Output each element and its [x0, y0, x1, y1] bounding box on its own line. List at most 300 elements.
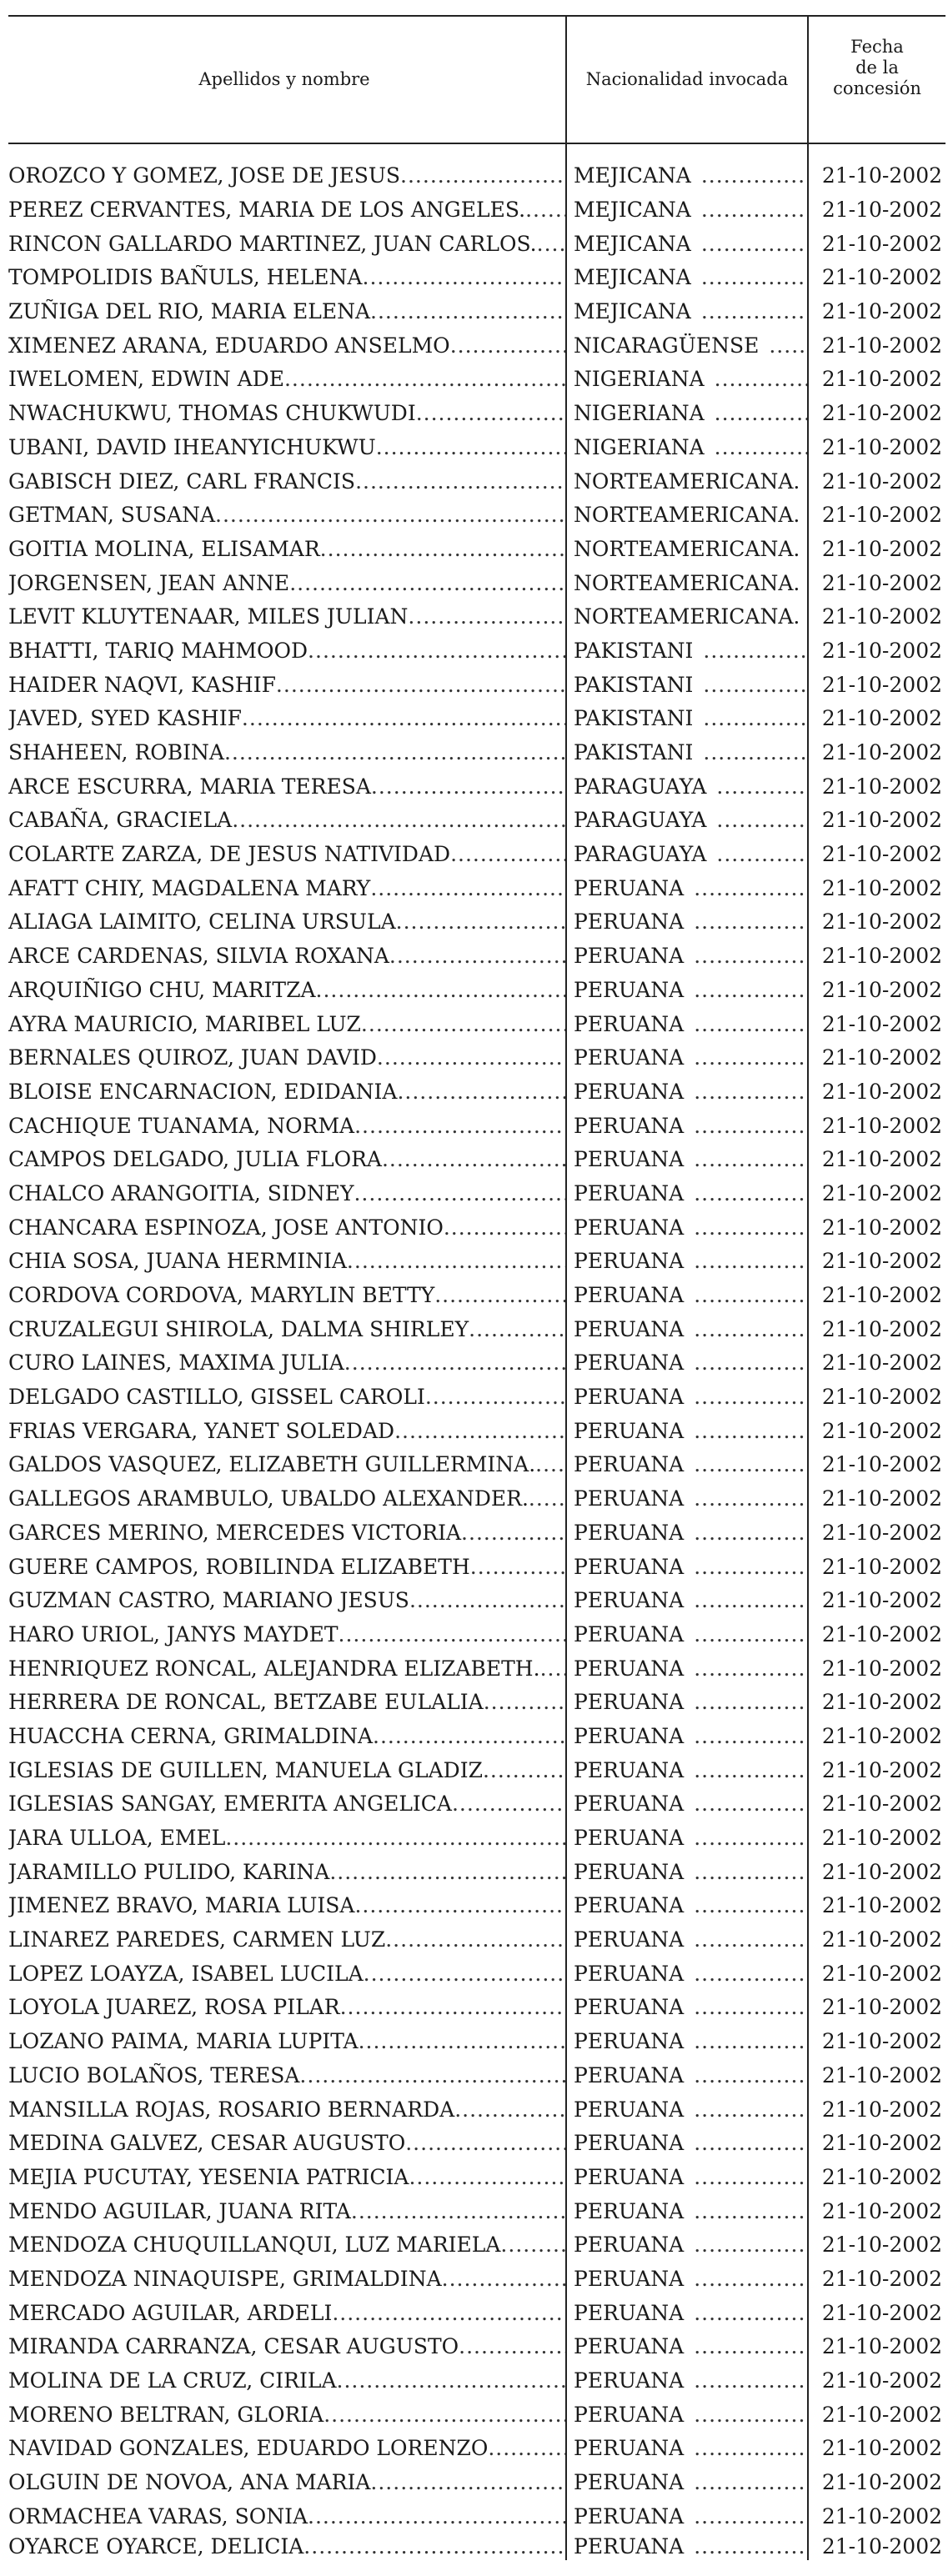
name-cell [8, 2466, 566, 2500]
dot-leader [408, 604, 565, 629]
person-name: JAVED, SYED KASHIF [8, 706, 242, 731]
nationality: PERUANA [574, 1893, 685, 1918]
table-row [8, 634, 945, 669]
table-row [8, 397, 945, 431]
nationality-cell [566, 1448, 808, 1482]
person-name: PEREZ CERVANTES, MARIA DE LOS ANGELES. [8, 198, 526, 223]
date-cell: 21-10-2002 [808, 1686, 945, 1720]
nationality-cell [566, 668, 808, 702]
dot-leader [500, 2233, 565, 2258]
nationality: PERUANA [574, 2503, 685, 2528]
table-row [8, 1889, 945, 1923]
dot-leader [684, 1249, 807, 1274]
date-cell: 21-10-2002 [808, 1143, 945, 1177]
table-row [8, 702, 945, 736]
table-row [8, 431, 945, 465]
date-cell: 21-10-2002 [808, 940, 945, 974]
table-row [8, 2432, 945, 2466]
dot-leader [691, 265, 807, 290]
table-row [8, 1516, 945, 1551]
date-cell: 21-10-2002 [808, 1923, 945, 1957]
person-name: ARCE CARDENAS, SILVIA ROXANA [8, 944, 389, 969]
dot-leader [376, 435, 565, 460]
name-cell [8, 1516, 566, 1551]
table-row [8, 838, 945, 872]
person-name: MOLINA DE LA CRUZ, CIRILA [8, 2368, 337, 2393]
dot-leader [684, 1792, 807, 1817]
nationality: PERUANA [574, 1588, 685, 1613]
person-name: LOYOLA JUAREZ, ROSA PILAR [8, 1995, 340, 2020]
dot-leader [684, 1351, 807, 1376]
nationality-cell [566, 1822, 808, 1856]
dot-leader [691, 198, 807, 223]
dot-leader [400, 163, 565, 188]
table-row [8, 295, 945, 329]
person-name: NAVIDAD GONZALES, EDUARDO LORENZO [8, 2436, 489, 2461]
table-row [8, 2025, 945, 2059]
date-cell: 21-10-2002 [808, 227, 945, 261]
nationality-cell [566, 2533, 808, 2560]
nationality: PERUANA [574, 1961, 685, 1986]
nationality-cell [566, 2330, 808, 2364]
person-name: GARCES MERINO, MERCEDES VICTORIA [8, 1520, 462, 1545]
dot-leader [225, 1826, 565, 1851]
person-name: RINCON GALLARDO MARTINEZ, JUAN CARLOS. [8, 231, 537, 256]
dot-leader [370, 876, 565, 901]
nationality: PERUANA [574, 2300, 685, 2325]
dot-leader [483, 1758, 565, 1783]
dot-leader [340, 1995, 565, 2020]
table-row [8, 600, 945, 634]
name-cell [8, 1007, 566, 1041]
date-cell: 21-10-2002 [808, 159, 945, 193]
person-name: JORGENSEN, JEAN ANNE [8, 570, 290, 595]
nationality: PERUANA [574, 2436, 685, 2461]
dot-leader [535, 1452, 565, 1477]
dot-leader [224, 740, 565, 765]
name-cell [8, 397, 566, 431]
dot-leader [684, 1995, 807, 2020]
table-row [8, 2263, 945, 2297]
person-name: LOZANO PAIMA, MARIA LUPITA [8, 2029, 359, 2054]
nationality-cell [566, 2263, 808, 2297]
dot-leader [684, 1622, 807, 1647]
dot-leader [470, 1555, 565, 1580]
dot-leader [684, 1521, 807, 1546]
date-cell: 21-10-2002 [808, 668, 945, 702]
dot-leader [684, 2403, 807, 2428]
date-cell: 21-10-2002 [808, 2059, 945, 2093]
header-date-line2: de la [855, 58, 899, 78]
nationality: PERUANA [574, 1859, 685, 1884]
dot-leader [355, 469, 565, 494]
nationality: PERUANA [574, 1554, 685, 1579]
table-row [8, 1143, 945, 1177]
date-cell: 21-10-2002 [808, 1346, 945, 1381]
nationality-cell [566, 328, 808, 363]
table-row [8, 2161, 945, 2195]
nationality-cell [566, 2025, 808, 2059]
nationality-cell [566, 1584, 808, 1618]
table-row [8, 2499, 945, 2533]
dot-leader [450, 333, 565, 358]
name-cell [8, 974, 566, 1008]
name-cell [8, 2398, 566, 2432]
person-name: MENDOZA CHUQUILLANQUI, LUZ MARIELA [8, 2233, 501, 2258]
nationality: NIGERIANA [574, 367, 705, 392]
date-cell: 21-10-2002 [808, 2025, 945, 2059]
table-row [8, 261, 945, 295]
dot-leader [684, 1486, 807, 1511]
dot-leader [684, 1588, 807, 1613]
person-name: CURO LAINES, MAXIMA JULIA [8, 1351, 344, 1376]
dot-leader [389, 944, 565, 969]
nationality-cell [566, 702, 808, 736]
nationality-cell [566, 1720, 808, 1754]
dot-leader [684, 2097, 807, 2122]
nationality-cell [566, 2194, 808, 2228]
date-cell: 21-10-2002 [808, 2499, 945, 2533]
table-row [8, 804, 945, 838]
date-cell: 21-10-2002 [808, 1482, 945, 1516]
person-name: MERCADO AGUILAR, ARDELI [8, 2300, 333, 2325]
name-cell [8, 1279, 566, 1313]
dot-leader [361, 1012, 565, 1037]
nationality-cell [566, 1143, 808, 1177]
dot-leader [684, 978, 807, 1003]
dot-leader [693, 740, 807, 765]
dot-leader [488, 2436, 565, 2461]
name-cell [8, 261, 566, 295]
name-cell [8, 193, 566, 228]
person-name: LOPEZ LOAYZA, ISABEL LUCILA [8, 1961, 364, 1986]
date-cell: 21-10-2002 [808, 499, 945, 533]
date-cell: 21-10-2002 [808, 804, 945, 838]
dot-leader [316, 978, 565, 1003]
dot-leader [373, 1724, 565, 1749]
date-cell: 21-10-2002 [808, 838, 945, 872]
person-name: BHATTI, TARIQ MAHMOOD [8, 638, 308, 663]
person-name: XIMENEZ ARANA, EDUARDO ANSELMO [8, 333, 450, 358]
table-row [8, 905, 945, 940]
dot-leader [332, 2301, 565, 2326]
table-row [8, 1686, 945, 1720]
dot-leader [684, 1419, 807, 1444]
name-cell [8, 1346, 566, 1381]
dot-leader [444, 1215, 565, 1240]
dot-leader [684, 944, 807, 969]
nationality: PERUANA [574, 1113, 685, 1138]
nationality: NORTEAMERICANA. [574, 469, 800, 494]
name-cell [8, 940, 566, 974]
nationality-cell [566, 159, 808, 193]
dot-leader [329, 1860, 565, 1885]
document-page [8, 15, 945, 2571]
person-name: MENDOZA NINAQUISPE, GRIMALDINA [8, 2266, 442, 2291]
date-cell: 21-10-2002 [808, 295, 945, 329]
date-cell: 21-10-2002 [808, 974, 945, 1008]
date-cell: 21-10-2002 [808, 600, 945, 634]
dot-leader [684, 2301, 807, 2326]
dot-leader [405, 2131, 565, 2156]
name-cell [8, 838, 566, 872]
table-row [8, 1753, 945, 1787]
nationality-cell [566, 2364, 808, 2398]
date-cell: 21-10-2002 [808, 1075, 945, 1110]
dot-leader [308, 639, 565, 664]
person-name: SHAHEEN, ROBINA [8, 740, 224, 765]
name-cell [8, 2533, 566, 2560]
table-row [8, 1618, 945, 1652]
nationality-cell [566, 1550, 808, 1584]
name-cell [8, 905, 566, 940]
name-cell [8, 1618, 566, 1652]
table-row [8, 328, 945, 363]
date-cell: 21-10-2002 [808, 1550, 945, 1584]
table-row [8, 227, 945, 261]
date-cell: 21-10-2002 [808, 736, 945, 770]
name-cell [8, 464, 566, 499]
nationality-cell [566, 1414, 808, 1448]
person-name: CHALCO ARANGOITIA, SIDNEY [8, 1180, 354, 1205]
date-cell: 21-10-2002 [808, 1618, 945, 1652]
person-name: GALDOS VASQUEZ, ELIZABETH GUILLERMINA. [8, 1452, 536, 1477]
nationality-cell [566, 871, 808, 905]
name-cell [8, 431, 566, 465]
nationality-cell [566, 1210, 808, 1245]
table-row [8, 2466, 945, 2500]
date-cell: 21-10-2002 [808, 1041, 945, 1075]
header-spacer [8, 143, 945, 159]
table-row [8, 464, 945, 499]
person-name: GUERE CAMPOS, ROBILINDA ELIZABETH [8, 1554, 470, 1579]
nationality-cell [566, 533, 808, 567]
nationality: PERUANA [574, 1826, 685, 1851]
dot-leader [684, 1215, 807, 1240]
dot-leader [684, 1893, 807, 1918]
nationality: PERUANA [574, 1995, 685, 2020]
table-row [8, 769, 945, 804]
date-cell: 21-10-2002 [808, 363, 945, 397]
nationality: PERUANA [574, 1079, 685, 1104]
table-row [8, 1855, 945, 1889]
dot-leader [684, 1385, 807, 1410]
nationality-cell [566, 838, 808, 872]
date-cell: 21-10-2002 [808, 1245, 945, 1279]
nationality-cell [566, 2127, 808, 2161]
name-cell [8, 1381, 566, 1415]
date-cell: 21-10-2002 [808, 2533, 945, 2560]
dot-leader [684, 1147, 807, 1172]
person-name: CAMPOS DELGADO, JULIA FLORA [8, 1147, 382, 1172]
person-name: COLARTE ZARZA, DE JESUS NATIVIDAD [8, 842, 451, 867]
person-name: CHIA SOSA, JUANA HERMINIA [8, 1249, 347, 1274]
nationality: NORTEAMERICANA. [574, 536, 800, 561]
name-cell [8, 2330, 566, 2364]
dot-leader [684, 2470, 807, 2495]
name-cell [8, 1753, 566, 1787]
nationality-cell [566, 1177, 808, 1211]
name-cell [8, 668, 566, 702]
nationality-cell [566, 940, 808, 974]
table-row [8, 1041, 945, 1075]
dot-leader [371, 774, 565, 799]
dot-leader [537, 232, 565, 257]
nationality: PERUANA [574, 1520, 685, 1545]
dot-leader [684, 1045, 807, 1070]
table-row [8, 1482, 945, 1516]
date-cell: 21-10-2002 [808, 702, 945, 736]
person-name: CRUZALEGUI SHIROLA, DALMA SHIRLEY [8, 1316, 469, 1341]
nationality: PERUANA [574, 2534, 685, 2559]
name-cell [8, 1143, 566, 1177]
dot-leader [693, 673, 807, 698]
person-name: ZUÑIGA DEL RIO, MARIA ELENA [8, 299, 371, 324]
dot-leader [308, 2504, 565, 2529]
date-cell: 21-10-2002 [808, 1651, 945, 1686]
header-date-line3: concesión [833, 78, 921, 98]
person-name: IGLESIAS DE GUILLEN, MANUELA GLADIZ [8, 1757, 483, 1782]
dot-leader [684, 1283, 807, 1308]
name-cell [8, 1720, 566, 1754]
table-row [8, 193, 945, 228]
name-cell [8, 1109, 566, 1143]
dot-leader [382, 1147, 565, 1172]
nationality: PERUANA [574, 1723, 685, 1748]
date-cell: 21-10-2002 [808, 193, 945, 228]
dot-leader [684, 1962, 807, 1987]
nationality-cell [566, 363, 808, 397]
nationality-cell [566, 566, 808, 600]
dot-leader [691, 232, 807, 257]
dot-leader [459, 2334, 565, 2359]
nationality-cell [566, 1109, 808, 1143]
nationality-cell [566, 2466, 808, 2500]
nationality-cell [566, 2228, 808, 2263]
dot-leader [354, 1181, 565, 1206]
name-cell [8, 1957, 566, 1991]
person-name: GOITIA MOLINA, ELISAMAR [8, 536, 320, 561]
nationality: PERUANA [574, 1757, 685, 1782]
person-name: AFATT CHIY, MAGDALENA MARY [8, 875, 371, 900]
nationality-cell [566, 1753, 808, 1787]
table-row [8, 2364, 945, 2398]
table-row [8, 2533, 945, 2560]
table-row [8, 1957, 945, 1991]
nationality-cell [566, 804, 808, 838]
nationality-cell [566, 1957, 808, 1991]
dot-leader [705, 401, 807, 426]
date-cell: 21-10-2002 [808, 397, 945, 431]
date-cell: 21-10-2002 [808, 2228, 945, 2263]
dot-leader [691, 299, 807, 324]
name-cell [8, 227, 566, 261]
nationality-cell [566, 1245, 808, 1279]
dot-leader [684, 1317, 807, 1342]
name-cell [8, 1686, 566, 1720]
date-cell: 21-10-2002 [808, 566, 945, 600]
table-row [8, 1177, 945, 1211]
nationality: PERUANA [574, 1792, 685, 1817]
name-cell [8, 1787, 566, 1822]
person-name: JARAMILLO PULIDO, KARINA [8, 1859, 330, 1884]
dot-leader [370, 2470, 565, 2495]
dot-leader [529, 1486, 565, 1511]
name-cell [8, 328, 566, 363]
date-cell: 21-10-2002 [808, 1414, 945, 1448]
date-cell: 21-10-2002 [808, 634, 945, 669]
nationality-cell [566, 1618, 808, 1652]
person-name: ARQUIÑIGO CHU, MARITZA [8, 977, 316, 1002]
nationality: MEJICANA [574, 265, 691, 290]
dot-leader [364, 1962, 565, 1987]
name-cell [8, 634, 566, 669]
dot-leader [370, 299, 565, 324]
name-cell [8, 1482, 566, 1516]
nationality: PERUANA [574, 1656, 685, 1681]
nationality-cell [566, 261, 808, 295]
nationality-cell [566, 769, 808, 804]
date-cell: 21-10-2002 [808, 1381, 945, 1415]
person-name: AYRA MAURICIO, MARIBEL LUZ [8, 1011, 361, 1036]
name-cell [8, 533, 566, 567]
dot-leader [684, 910, 807, 935]
person-name: TOMPOLIDIS BAÑULS, HELENA [8, 265, 363, 290]
person-name: BLOISE ENCARNACION, EDIDANIA [8, 1079, 398, 1104]
nationality: PERUANA [574, 2266, 685, 2291]
date-cell: 21-10-2002 [808, 1516, 945, 1551]
table-row [8, 1109, 945, 1143]
date-cell: 21-10-2002 [808, 2092, 945, 2127]
name-cell [8, 1210, 566, 1245]
name-cell [8, 1923, 566, 1957]
nationality-cell [566, 1381, 808, 1415]
person-name: ORMACHEA VARAS, SONIA [8, 2503, 308, 2528]
nationality: PERUANA [574, 1385, 685, 1410]
person-name: HAIDER NAQVI, KASHIF [8, 672, 276, 697]
table-row [8, 1720, 945, 1754]
nationality: PERUANA [574, 2402, 685, 2427]
date-cell: 21-10-2002 [808, 2194, 945, 2228]
nationality: PAKISTANI [574, 706, 694, 731]
name-cell [8, 1991, 566, 2025]
nationality: PARAGUAYA [574, 842, 707, 867]
dot-leader [691, 163, 807, 188]
naturalization-table [8, 15, 945, 2560]
name-cell [8, 1448, 566, 1482]
name-cell [8, 2194, 566, 2228]
dot-leader [450, 842, 565, 867]
nationality: PERUANA [574, 1486, 685, 1511]
table-row [8, 1550, 945, 1584]
dot-leader [416, 401, 565, 426]
person-name: IWELOMEN, EDWIN ADE [8, 367, 284, 392]
header-name: Apellidos y nombre [8, 16, 566, 143]
date-cell: 21-10-2002 [808, 2161, 945, 2195]
dot-leader [434, 1283, 565, 1308]
table-row [8, 2228, 945, 2263]
nationality-cell [566, 2059, 808, 2093]
nationality-cell [566, 1889, 808, 1923]
table-row [8, 1075, 945, 1110]
table-row [8, 871, 945, 905]
nationality-cell [566, 634, 808, 669]
table-row [8, 1448, 945, 1482]
nationality: NIGERIANA [574, 434, 705, 459]
nationality-cell [566, 905, 808, 940]
table-row [8, 736, 945, 770]
nationality: NICARAGÜENSE [574, 333, 760, 358]
